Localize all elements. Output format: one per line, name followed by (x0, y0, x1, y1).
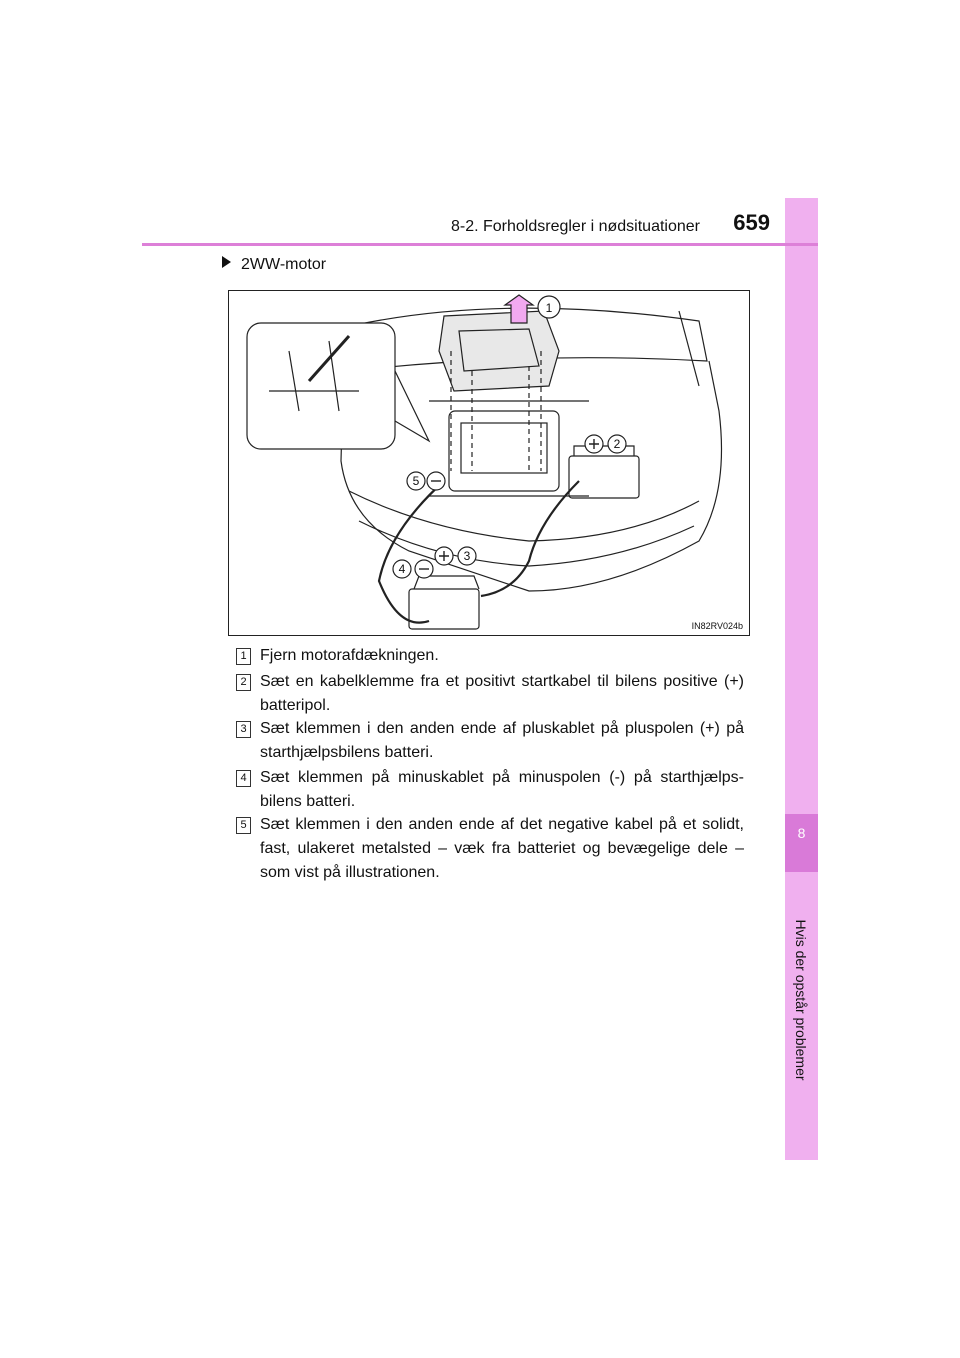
engine-bay-drawing (229, 291, 749, 635)
header-rule (142, 243, 818, 246)
callout-1: 1 (545, 301, 553, 315)
callout-2: 2 (613, 437, 621, 451)
step-1 (236, 644, 744, 668)
step-text: Sæt klemmen på minuskablet på minuspolen (-) på starthjælps-bilens batteri. (260, 769, 744, 810)
step-4 (236, 766, 744, 814)
triangle-bullet-icon (222, 256, 231, 268)
step-number: 5 (236, 817, 251, 834)
callout-5: 5 (412, 474, 420, 488)
step-text: Sæt en kabelklemme fra et positivt startkabel til bilens positive (+) batteripol. (260, 673, 744, 714)
step-3 (236, 717, 744, 765)
step-number: 4 (236, 770, 251, 787)
section-title: 8-2. Forholdsregler i nødsituationer (450, 218, 700, 235)
step-text: Sæt klemmen i den anden ende af pluskablet på pluspolen (+) på starthjælpsbilens batteri. (260, 720, 744, 761)
engine-illustration (228, 290, 750, 636)
subheading (222, 256, 326, 274)
chapter-marker (785, 814, 818, 872)
step-number: 1 (236, 648, 251, 665)
step-text: Fjern motorafdækningen. (260, 647, 439, 664)
page-number: 659 (733, 210, 770, 235)
figure-code: IN82RV024b (691, 621, 743, 631)
chapter-number: 8 (797, 825, 806, 841)
subheading-text: 2WW-motor (241, 256, 327, 273)
step-text: Sæt klemmen i den anden ende af det negative kabel på et solidt, fast, ulakeret metalsted – væk fra batteriet og bevægelige dele – som vist på illustrationen. (260, 816, 744, 881)
step-number: 2 (236, 674, 251, 691)
step-2 (236, 670, 744, 718)
callout-4: 4 (398, 562, 406, 576)
step-number: 3 (236, 721, 251, 738)
step-5 (236, 813, 744, 885)
chapter-label: Hvis der opstår problemer (793, 919, 809, 1081)
callout-3: 3 (463, 549, 471, 563)
